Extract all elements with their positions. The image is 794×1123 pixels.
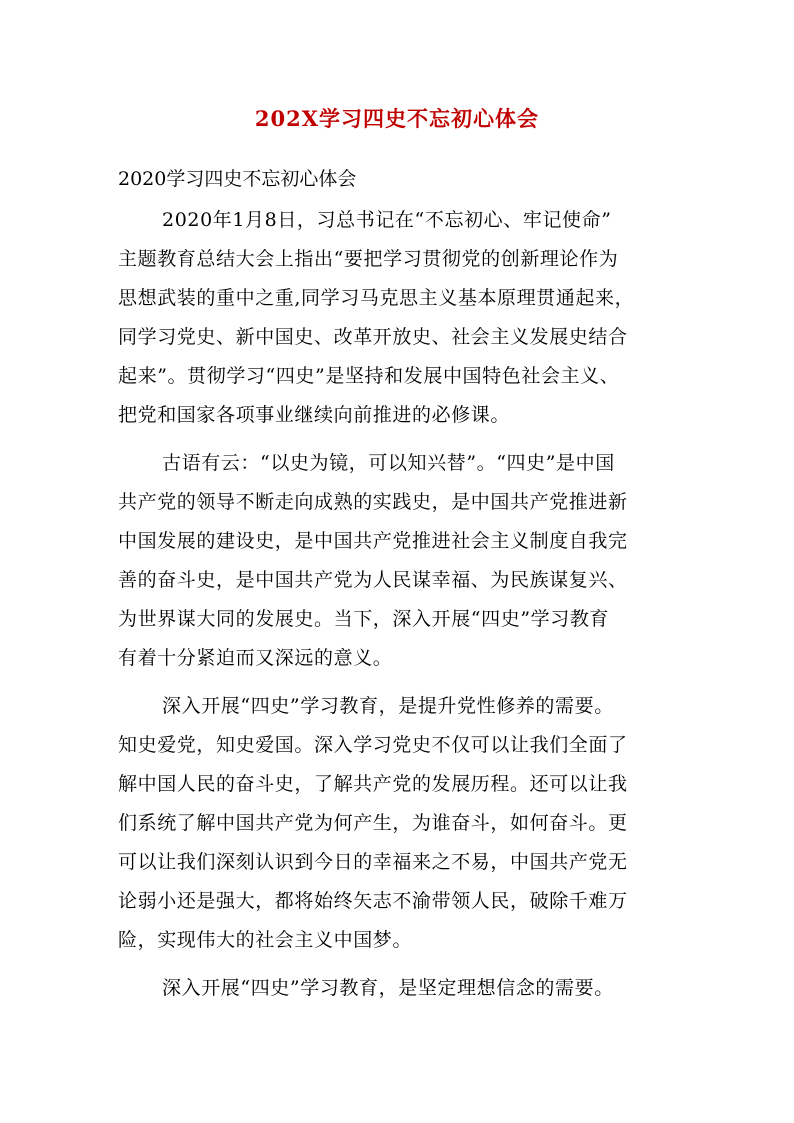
paragraph-line: 2020年1月8日，习总书记在“不忘初心、牢记使命” [162, 209, 612, 231]
document-body [118, 201, 678, 1017]
paragraph-line: 有着十分紧迫而又深远的意义。 [118, 647, 393, 669]
paragraph-line: 深入开展“四史”学习教育，是坚定理想信念的需要。 [162, 977, 614, 999]
paragraph-line: 把党和国家各项事业继续向前推进的必修课。 [118, 404, 511, 426]
paragraph-line: 深入开展“四史”学习教育，是提升党性修养的需要。 [162, 695, 614, 717]
paragraph-line: 共产党的领导不断走向成熟的实践史，是中国共产党推进新 [118, 491, 628, 513]
paragraph-line: 解中国人民的奋斗史，了解共产党的发展历程。还可以让我 [118, 773, 628, 795]
paragraph-1 [118, 201, 678, 435]
paragraph-line: 们系统了解中国共产党为何产生，为谁奋斗，如何奋斗。更 [118, 812, 628, 834]
paragraph-line: 为世界谋大同的发展史。当下，深入开展“四史”学习教育 [118, 608, 610, 630]
paragraph-2 [118, 444, 678, 678]
paragraph-line: 知史爱党，知史爱国。深入学习党史不仅可以让我们全面了 [118, 734, 628, 756]
document-title: 202X学习四史不忘初心体会 [254, 106, 540, 131]
paragraph-line: 可以让我们深刻认识到今日的幸福来之不易，中国共产党无 [118, 851, 628, 873]
paragraph-line: 同学习党史、新中国史、改革开放史、社会主义发展史结合 [118, 326, 628, 348]
paragraph-line: 思想武装的重中之重,同学习马克思主义基本原理贯通起来， [118, 287, 635, 309]
document-subtitle: 2020学习四史不忘初心体会 [118, 168, 357, 190]
paragraph-line: 古语有云：“以史为镜，可以知兴替”。“四史”是中国 [162, 452, 615, 474]
paragraph-line: 论弱小还是强大，都将始终矢志不渝带领人民，破除千难万 [118, 890, 628, 912]
paragraph-line: 中国发展的建设史，是中国共产党推进社会主义制度自我完 [118, 530, 628, 552]
paragraph-line: 险，实现伟大的社会主义中国梦。 [118, 929, 413, 951]
paragraph-line: 起来”。贯彻学习“四史”是坚持和发展中国特色社会主义、 [118, 365, 620, 387]
paragraph-line: 善的奋斗史，是中国共产党为人民谋幸福、为民族谋复兴、 [118, 569, 628, 591]
paragraph-line: 主题教育总结大会上指出“要把学习贯彻党的创新理论作为 [118, 248, 619, 270]
paragraph-3 [118, 687, 678, 960]
paragraph-4 [118, 969, 678, 1008]
